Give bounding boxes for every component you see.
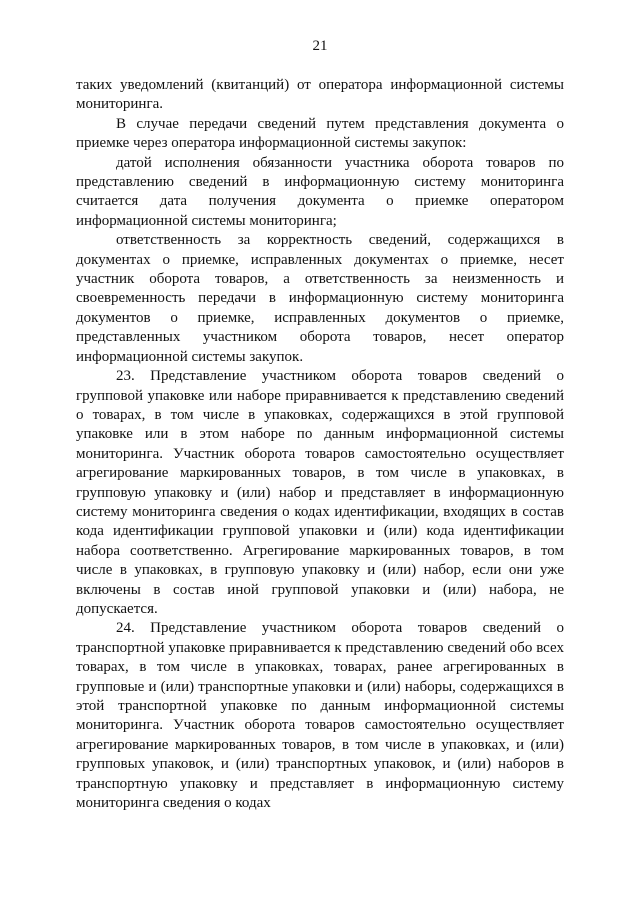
paragraph-clause-23: 23. Представление участником оборота товаров сведений о групповой упаковке или наборе приравнивается к представлению сведений о товарах, в том числе в упаковках, содержащихся в этой групповой упаковке или в этом наборе по данным информационной системы мониторинга. Участник оборота товаров самостоятельно осуществляет агрегирование маркированных товаров, в том числе в упаковках, в групповую упаковку и (или) набор и представляет в информационную систему мониторинга сведения о кодах идентификации, входящих в состав кода идентификации групповой упаковки и (или) кода идентификации набора соответственно. Агрегирование маркированных товаров, в том числе в упаковках, в групповую упаковку и (или) набор, если они уже включены в состав иной групповой упаковки и (или) набора, не допускается.	[76, 368, 564, 617]
document-body	[76, 76, 564, 813]
paragraph-responsibility: ответственность за корректность сведений, содержащихся в документах о приемке, исправленных документах о приемке, несет участник оборота товаров, а ответственность за неизменность и своевременность передачи в информационную систему мониторинга документов о приемке, исправленных документов о приемке, представленных участником оборота товаров, несет оператор информационной системы закупок.	[76, 232, 564, 365]
paragraph-continuation: таких уведомлений (квитанций) от оператора информационной системы мониторинга.	[76, 77, 564, 113]
paragraph-transfer-case: В случае передачи сведений путем представления документа о приемке через оператора информационной системы закупок:	[76, 115, 564, 152]
paragraph-clause-24: 24. Представление участником оборота товаров сведений о транспортной упаковке приравнивается к представлению сведений обо всех товарах, в том числе в упаковках, товарах, ранее агрегированных в групповые и (или) транспортные упаковки и (или) наборы, содержащихся в этой транспортной упаковке по данным информационной системы мониторинга. Участник оборота товаров самостоятельно осуществляет агрегирование маркированных товаров, в том числе в упаковках, и (или) групповых упаковок, и (или) транспортных упаковок, и (или) наборов в транспортную упаковку и представляет в информационную систему мониторинга сведения о кодах	[76, 620, 564, 812]
page-number: 21	[312, 38, 328, 54]
paragraph-date-of-fulfillment: датой исполнения обязанности участника оборота товаров по представлению сведений в информационную систему мониторинга считается дата получения документа о приемке оператором информационной системы мониторинга;	[76, 154, 564, 229]
